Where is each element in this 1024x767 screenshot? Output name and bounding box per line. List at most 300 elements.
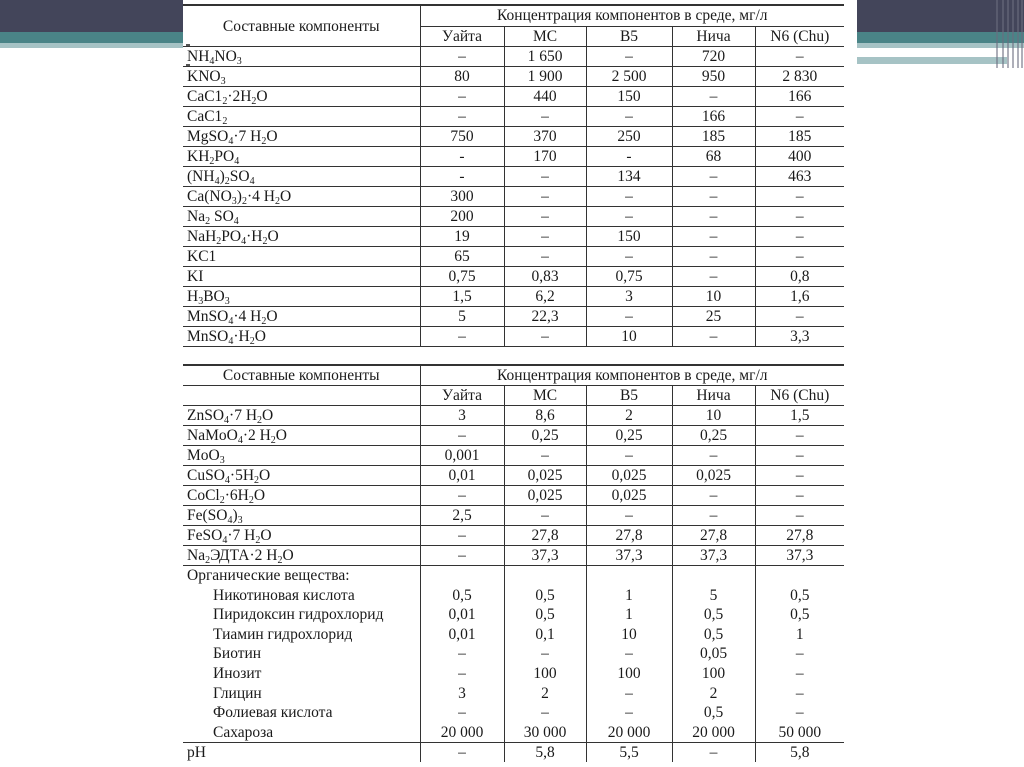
concentration-value: 0,75: [586, 267, 672, 287]
concentration-value: –: [586, 307, 672, 327]
formula-text: FeSO: [187, 527, 223, 544]
header-concentration: Концентрация компонентов в среде, мг/л: [420, 5, 844, 26]
concentration-value: 185: [755, 127, 844, 147]
concentration-value: 68: [672, 147, 755, 167]
formula-text: Na: [187, 208, 206, 225]
table-row: [183, 506, 844, 526]
organic-component-name: Фолиевая кислота: [183, 703, 420, 723]
formula-subscript: 2: [205, 555, 211, 566]
concentration-value: –: [755, 227, 844, 247]
concentration-value: –: [504, 207, 586, 227]
formula-subscript: 4: [234, 156, 240, 167]
concentration-value: 1,5: [420, 287, 504, 307]
header-blank: [183, 386, 420, 406]
ph-row: [183, 743, 844, 763]
formula-subscript: 2: [261, 136, 267, 147]
column-header-medium: N6 (Chu): [755, 386, 844, 406]
organic-row: [183, 723, 844, 743]
concentration-value: –: [586, 207, 672, 227]
concentration-value: 170: [504, 147, 586, 167]
formula-text: ·2H: [227, 88, 252, 105]
component-name: [183, 167, 420, 187]
formula-subscript: 2: [270, 435, 276, 446]
table-row: [183, 67, 844, 87]
concentration-value: -: [420, 147, 504, 167]
formula-text: O: [282, 547, 294, 564]
concentration-value: –: [672, 267, 755, 287]
concentration-value: 20 000: [672, 723, 755, 743]
formula-text: ·7 H: [233, 128, 262, 145]
concentration-value: 185: [672, 127, 755, 147]
component-name: [183, 267, 420, 287]
formula-text: MnSO: [187, 308, 229, 325]
formula-text: O: [279, 188, 292, 205]
component-name: [183, 247, 420, 267]
table-row: [183, 227, 844, 247]
table-row: [183, 546, 844, 566]
formula-text: ·H: [233, 328, 250, 345]
formula-subscript: 3: [220, 76, 226, 87]
table-row: [183, 327, 844, 347]
concentration-value: 166: [672, 107, 755, 127]
concentration-value: 0,5: [672, 605, 755, 625]
header-components: Составные компоненты: [183, 365, 420, 386]
concentration-value: 3: [420, 684, 504, 704]
concentration-value: 1,5: [755, 406, 844, 426]
component-name: [183, 327, 420, 347]
concentration-value: 0,5: [504, 586, 586, 606]
formula-text: ·7 H: [227, 527, 256, 544]
concentration-value: –: [504, 187, 586, 207]
formula-text: ZnSO: [187, 407, 225, 424]
component-name: [183, 47, 420, 67]
concentration-value: 2: [672, 684, 755, 704]
formula-subscript: 3: [219, 455, 225, 466]
table-row: [183, 167, 844, 187]
formula-text: CoCl: [187, 487, 220, 504]
table-row: [183, 187, 844, 207]
component-name: [183, 287, 420, 307]
formula-text: O: [262, 407, 274, 424]
table-row: [183, 307, 844, 327]
formula-subscript: 2: [277, 555, 283, 566]
concentration-value: -: [586, 147, 672, 167]
concentration-value: –: [586, 644, 672, 664]
concentration-value: 100: [504, 664, 586, 684]
organic-section-label-row: [183, 566, 844, 586]
formula-text: CuSO: [187, 467, 225, 484]
formula-subscript: 2: [254, 475, 260, 486]
concentration-value: 1 900: [504, 67, 586, 87]
table-row: [183, 207, 844, 227]
concentration-value: –: [504, 506, 586, 526]
concentration-value: 25: [672, 307, 755, 327]
formula-subscript: 4: [237, 435, 243, 446]
concentration-value: –: [755, 486, 844, 506]
concentration-value: –: [586, 703, 672, 723]
formula-subscript: 3: [231, 196, 237, 207]
formula-text: MnSO: [187, 328, 229, 345]
concentration-value: 37,3: [504, 546, 586, 566]
formula-subscript: 4: [249, 176, 255, 187]
component-name: [183, 486, 420, 506]
concentration-value: 720: [672, 47, 755, 67]
component-name: [183, 87, 420, 107]
concentration-value: –: [755, 446, 844, 466]
formula-text: CaC1: [187, 88, 223, 105]
concentration-value: –: [672, 167, 755, 187]
concentration-value: 100: [586, 664, 672, 684]
concentration-value: 0,025: [672, 466, 755, 486]
column-header-medium: Уайта: [420, 386, 504, 406]
formula-subscript: 2: [224, 176, 230, 187]
formula-subscript: 2: [251, 96, 257, 107]
concentration-value: 166: [755, 87, 844, 107]
concentration-value: 100: [672, 664, 755, 684]
empty-cell: [586, 566, 672, 586]
concentration-value: 0,5: [790, 606, 810, 624]
concentration-value: –: [795, 684, 804, 702]
concentration-value: 2 830: [755, 67, 844, 87]
concentration-value: 0,05: [672, 644, 755, 664]
component-name: [183, 207, 420, 227]
formula-text: O: [259, 467, 271, 484]
formula-subscript: 2: [222, 116, 228, 127]
component-name: [183, 147, 420, 167]
concentration-value: 0,5: [790, 586, 810, 604]
concentration-value: 0,001: [420, 446, 504, 466]
concentration-value: 5: [672, 586, 755, 606]
concentration-value: –: [504, 644, 586, 664]
formula-text: O: [266, 128, 278, 145]
concentration-value: –: [755, 207, 844, 227]
concentration-value: 750: [420, 127, 504, 147]
formula-text: O: [275, 427, 287, 444]
formula-text: H: [187, 288, 199, 305]
formula-subscript: 4: [222, 535, 228, 546]
concentration-value: 0,5: [672, 703, 755, 723]
column-header-medium: Уайта: [420, 26, 504, 47]
formula-subscript: 4: [241, 236, 247, 247]
concentration-value: 370: [504, 127, 586, 147]
concentration-value: 65: [420, 247, 504, 267]
concentration-value: –: [672, 227, 755, 247]
table-row: [183, 466, 844, 486]
table-row: [183, 426, 844, 446]
concentration-value: 20 000: [586, 723, 672, 743]
component-name: [183, 67, 420, 87]
formula-text: O: [266, 308, 278, 325]
formula-text: NO: [214, 48, 237, 65]
formula-text: O: [256, 88, 268, 105]
formula-text: KI: [187, 268, 204, 285]
concentration-value: 0,01: [420, 625, 504, 645]
concentration-value: 1,6: [755, 287, 844, 307]
concentration-value: 0,1: [504, 625, 586, 645]
table-row: [183, 526, 844, 546]
formula-subscript: 4: [228, 316, 234, 327]
formula-subscript: 4: [209, 56, 215, 67]
concentration-value: 10: [586, 625, 672, 645]
formula-text: SO: [210, 208, 234, 225]
concentration-value: 5,8: [790, 744, 810, 762]
concentration-value: –: [755, 506, 844, 526]
concentration-value: –: [672, 207, 755, 227]
formula-subscript: 2: [257, 415, 263, 426]
header-components: Составные компоненты: [183, 5, 420, 47]
slide-banner-accent-white: [857, 53, 949, 56]
component-name: [183, 107, 420, 127]
formula-text: KC1: [187, 248, 217, 265]
organic-component-name: Тиамин гидрохлорид: [183, 625, 420, 645]
formula-text: ·4 H: [233, 308, 262, 325]
concentration-value: 250: [586, 127, 672, 147]
organic-component-name: Инозит: [183, 664, 420, 684]
concentration-value: 22,3: [504, 307, 586, 327]
formula-text: KH: [187, 148, 210, 165]
formula-text: PO: [214, 148, 235, 165]
formula-subscript: 3: [224, 296, 230, 307]
organic-component-name: Сахароза: [183, 723, 420, 743]
concentration-value: 1: [586, 605, 672, 625]
empty-cell: [755, 566, 844, 586]
concentration-value: –: [504, 167, 586, 187]
concentration-value: –: [755, 187, 844, 207]
formula-text: KNO: [187, 68, 221, 85]
concentration-value: 5,5: [586, 743, 672, 763]
table-row: [183, 87, 844, 107]
concentration-value: –: [420, 327, 504, 347]
concentration-value: –: [504, 446, 586, 466]
formula-subscript: 2: [216, 236, 222, 247]
organic-row: [183, 703, 844, 723]
concentration-value: 30 000: [504, 723, 586, 743]
organic-component-name: Глицин: [183, 684, 420, 704]
concentration-value: –: [420, 426, 504, 446]
concentration-value: –: [586, 107, 672, 127]
concentration-value: –: [672, 506, 755, 526]
concentration-value: 5,8: [504, 743, 586, 763]
formula-subscript: 4: [214, 176, 220, 187]
concentration-value: -: [420, 167, 504, 187]
concentration-value: –: [586, 187, 672, 207]
formula-subscript: 3: [237, 515, 243, 526]
organic-component-name: Никотиновая кислота: [183, 586, 420, 606]
concentration-value: –: [586, 247, 672, 267]
table-row: [183, 267, 844, 287]
concentration-value: –: [795, 704, 804, 722]
concentration-value: –: [755, 47, 844, 67]
organic-row: [183, 684, 844, 704]
concentration-value: 5: [420, 307, 504, 327]
organic-row: [183, 605, 844, 625]
concentration-value: 10: [586, 327, 672, 347]
formula-subscript: 2: [219, 495, 225, 506]
column-header-medium: МС: [504, 386, 586, 406]
table-row: [183, 147, 844, 167]
concentration-value: 3: [420, 406, 504, 426]
component-name: [183, 506, 420, 526]
slide-edge-stripes: [994, 0, 1024, 68]
formula-text: ЭДТА·2 H: [210, 547, 278, 564]
concentration-value: –: [795, 664, 804, 682]
formula-subscript: 2: [205, 216, 211, 227]
concentration-value: –: [420, 526, 504, 546]
concentration-value: –: [755, 307, 844, 327]
formula-text: O: [254, 328, 266, 345]
table-row: [183, 247, 844, 267]
column-header-medium: Нича: [672, 26, 755, 47]
concentration-value: 37,3: [755, 546, 844, 566]
formula-subscript: 4: [224, 415, 230, 426]
concentration-value: 0,83: [504, 267, 586, 287]
concentration-value: –: [420, 664, 504, 684]
concentration-value: –: [504, 703, 586, 723]
organic-row: [183, 625, 844, 645]
concentration-value: 0,5: [504, 605, 586, 625]
formula-subscript: 2: [209, 156, 215, 167]
formula-text: SO: [229, 168, 250, 185]
formula-subscript: 4: [233, 216, 239, 227]
organic-row: [183, 644, 844, 664]
concentration-value: 0,5: [420, 586, 504, 606]
concentration-value: 27,8: [586, 526, 672, 546]
concentration-value: –: [755, 466, 844, 486]
concentration-value: –: [795, 645, 804, 663]
concentration-value: 200: [420, 207, 504, 227]
component-name: [183, 526, 420, 546]
concentration-value: 0,025: [586, 486, 672, 506]
component-name: [183, 307, 420, 327]
formula-text: Ca(NO: [187, 188, 232, 205]
concentration-value: –: [504, 107, 586, 127]
concentration-value: –: [672, 743, 755, 763]
concentration-value: –: [504, 247, 586, 267]
ph-label: pH: [183, 743, 420, 763]
concentration-value: 6,2: [504, 287, 586, 307]
formula-text: O: [267, 228, 279, 245]
concentration-value: 1 650: [504, 47, 586, 67]
concentration-value: 150: [586, 227, 672, 247]
formula-text: PO: [221, 228, 242, 245]
concentration-value: 0,25: [672, 426, 755, 446]
column-header-medium: В5: [586, 26, 672, 47]
concentration-value: –: [755, 107, 844, 127]
component-name: [183, 446, 420, 466]
formula-text: ): [236, 188, 242, 205]
component-name: [183, 466, 420, 486]
concentration-value: –: [672, 446, 755, 466]
formula-text: ·5H: [229, 467, 255, 484]
concentration-value: 0,025: [504, 466, 586, 486]
formula-subscript: 2: [241, 196, 247, 207]
concentration-value: 463: [755, 167, 844, 187]
formula-text: ·7 H: [229, 407, 258, 424]
formula-text: Na: [187, 547, 206, 564]
concentration-value: 3,3: [755, 327, 844, 347]
formula-text: ·2 H: [242, 427, 271, 444]
concentration-value: 2: [586, 406, 672, 426]
concentration-value: 0,01: [420, 466, 504, 486]
column-header-medium: Нича: [672, 386, 755, 406]
concentration-value: 0,01: [420, 605, 504, 625]
concentration-value: –: [672, 327, 755, 347]
slide-banner-accent-light: [857, 57, 1007, 64]
concentration-value: 2: [504, 684, 586, 704]
concentration-value: 400: [755, 147, 844, 167]
concentration-value: 37,3: [586, 546, 672, 566]
formula-subscript: 2: [248, 495, 254, 506]
concentration-value: 0,8: [755, 267, 844, 287]
concentration-value: –: [755, 426, 844, 446]
formula-subscript: 2: [274, 196, 280, 207]
table-row: [183, 127, 844, 147]
concentration-value: –: [586, 446, 672, 466]
concentration-value: 50 000: [755, 723, 844, 743]
concentration-value: –: [420, 743, 504, 763]
formula-subscript: 4: [224, 475, 230, 486]
concentration-value: 10: [672, 287, 755, 307]
concentration-value: –: [420, 703, 504, 723]
formula-text: (NH: [187, 168, 215, 185]
formula-text: BO: [203, 288, 225, 305]
concentration-value: 0,025: [504, 486, 586, 506]
concentration-value: –: [420, 47, 504, 67]
concentration-value: 20 000: [420, 723, 504, 743]
concentration-value: –: [586, 506, 672, 526]
concentration-value: 150: [586, 87, 672, 107]
concentration-value: 37,3: [672, 546, 755, 566]
concentration-value: 27,8: [504, 526, 586, 546]
concentration-value: –: [420, 546, 504, 566]
concentration-value: –: [586, 684, 672, 704]
concentration-value: 80: [420, 67, 504, 87]
organic-component-name: Пиридоксин гидрохлорид: [183, 605, 420, 625]
formula-text: ·H: [246, 228, 263, 245]
concentration-value: 134: [586, 167, 672, 187]
formula-text: ): [219, 168, 225, 185]
formula-text: NH: [187, 48, 210, 65]
column-header-medium: МС: [504, 26, 586, 47]
organic-row: [183, 664, 844, 684]
concentration-value: –: [420, 486, 504, 506]
concentration-value: 300: [420, 187, 504, 207]
table-row: [183, 406, 844, 426]
concentration-value: 0,5: [672, 625, 755, 645]
component-name: [183, 426, 420, 446]
concentration-value: 950: [672, 67, 755, 87]
table-row: [183, 47, 844, 67]
concentration-value: 1: [586, 586, 672, 606]
concentration-value: 0,75: [420, 267, 504, 287]
concentration-value: 440: [504, 87, 586, 107]
formula-text: MoO: [187, 447, 220, 464]
concentration-value: –: [755, 247, 844, 267]
concentration-value: 19: [420, 227, 504, 247]
organic-row: [183, 586, 844, 606]
formula-text: NaH: [187, 228, 217, 245]
concentration-value: –: [420, 107, 504, 127]
concentration-value: 10: [672, 406, 755, 426]
formula-text: ·4 H: [246, 188, 275, 205]
formula-text: MgSO: [187, 128, 229, 145]
concentration-value: –: [586, 47, 672, 67]
empty-cell: [420, 566, 504, 586]
formula-subscript: 4: [228, 136, 234, 147]
concentration-value: –: [672, 187, 755, 207]
component-name: [183, 546, 420, 566]
empty-cell: [672, 566, 755, 586]
